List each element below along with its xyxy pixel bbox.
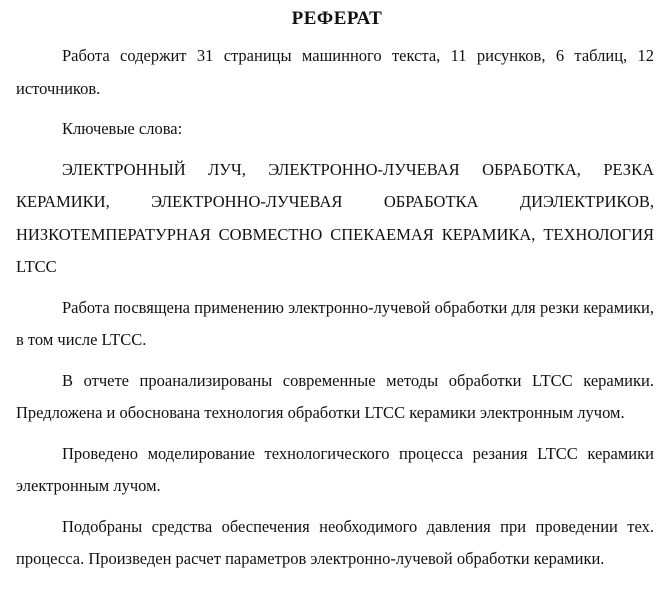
abstract-summary: Работа содержит 31 страницы машинного текста, 11 рисунков, 6 таблиц, 12 источников. — [16, 46, 654, 98]
paragraph-analysis: В отчете проанализированы современные методы обработки LTCC керамики. Предложена и обоснована технология обработки LTCC керамики электронным лучом. — [16, 370, 654, 422]
paragraph-calculation: Подобраны средства обеспечения необходимого давления при проведении тех. процесса. Произведен расчет параметров электронно-лучевой обработки керамики. — [16, 516, 654, 568]
keywords-label: Ключевые слова: — [62, 119, 183, 138]
abstract-title: РЕФЕРАТ — [291, 8, 383, 29]
paragraph-purpose: Работа посвящена применению электронно-лучевой обработки для резки керамики, в том числе LTCC. — [16, 297, 654, 349]
paragraph-modeling: Проведено моделирование технологического процесса резания LTCC керамики электронным лучом. — [16, 443, 654, 495]
keywords-list: ЭЛЕКТРОННЫЙ ЛУЧ, ЭЛЕКТРОННО-ЛУЧЕВАЯ ОБРАБОТКА, РЕЗКА КЕРАМИКИ, ЭЛЕКТРОННО-ЛУЧЕВАЯ ОБРАБОТКА ДИЭЛЕКТРИКОВ, НИЗКОТЕМПЕРАТУРНАЯ СОВМЕСТНО СПЕКАЕМАЯ КЕРАМИКА, ТЕХНОЛОГИЯ LTCC — [16, 159, 654, 276]
